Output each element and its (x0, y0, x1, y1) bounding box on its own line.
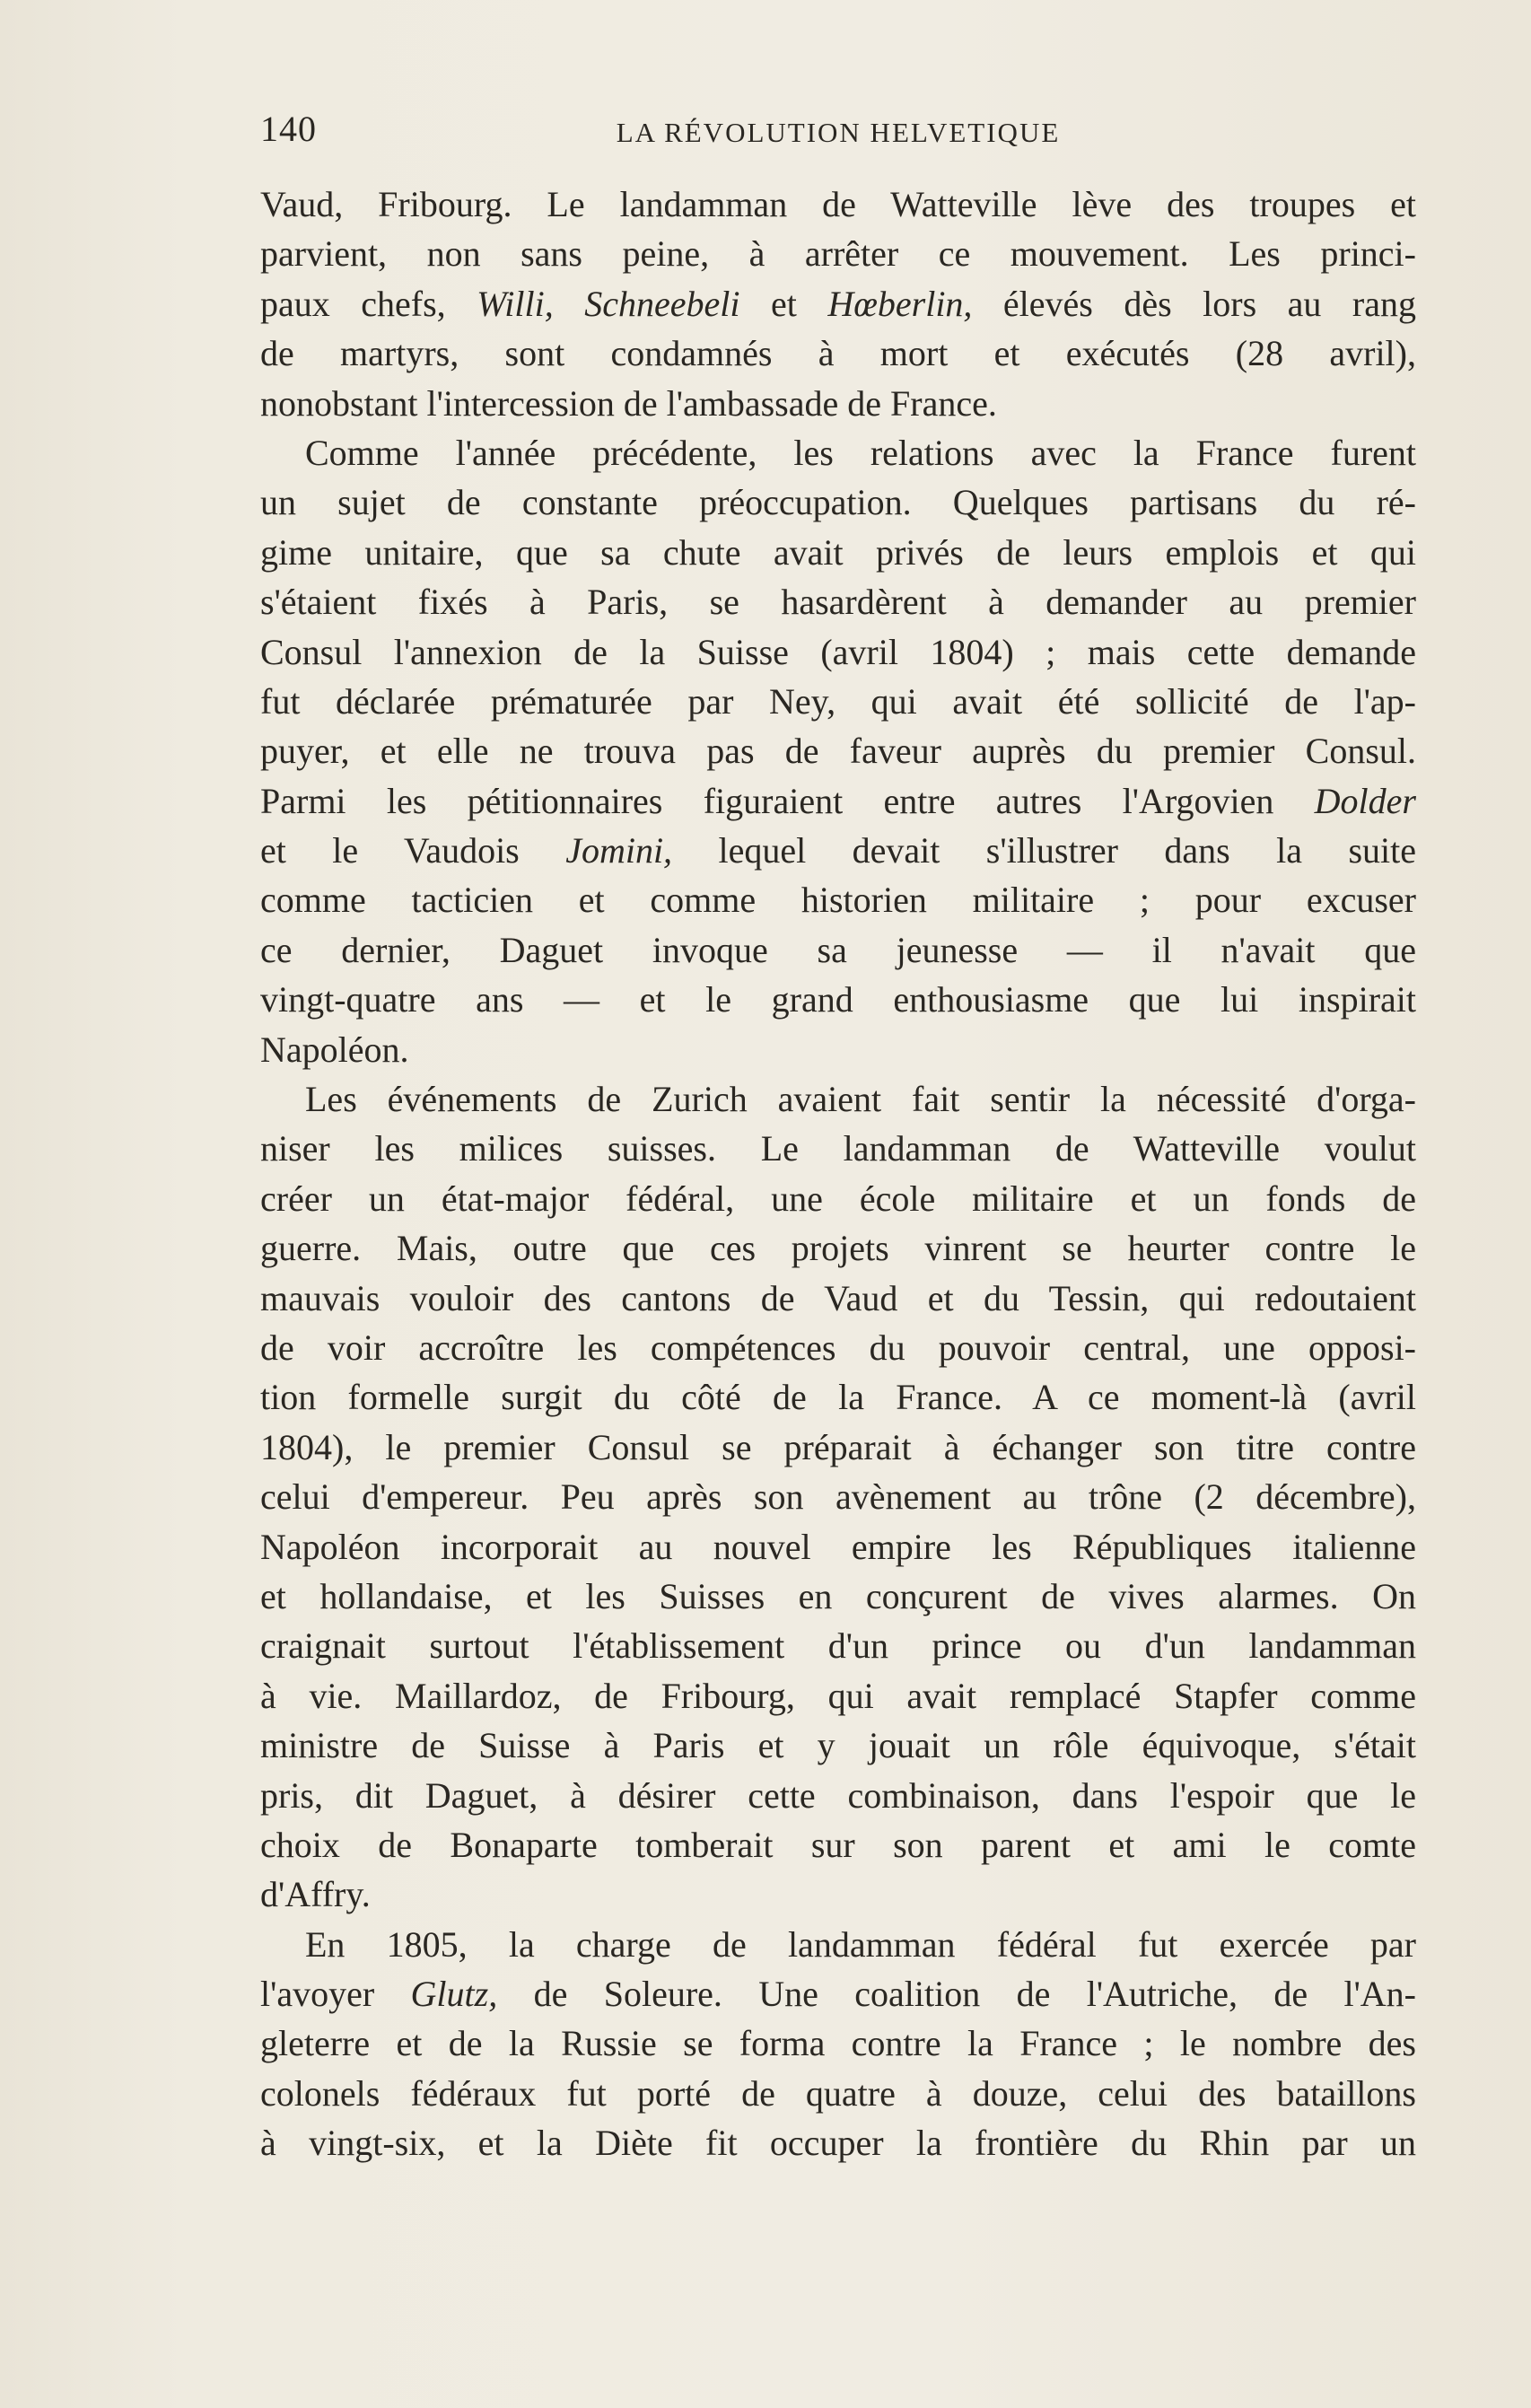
text-line (260, 1969, 1416, 2018)
text-line (260, 975, 1416, 1024)
text-segment: nonobstant l'intercession de l'ambassade de France. (260, 382, 997, 424)
text-line (260, 1869, 1416, 1919)
text-line (260, 1423, 1416, 1472)
text-segment: puyer, et elle ne trouva pas de faveur auprès du premier Consul. (260, 731, 1416, 772)
text-segment: paux chefs, (260, 283, 477, 324)
text-segment: et (739, 283, 828, 324)
text-line (260, 1920, 1416, 1969)
text-segment: de Soleure. Une coalition de l'Autriche, de l'An- (497, 1974, 1416, 2015)
text-segment: mauvais vouloir des cantons de Vaud et du Tessin, qui redoutaient (260, 1277, 1416, 1318)
text-segment: et le Vaudois (260, 830, 566, 871)
italic-name: Dolder (1314, 780, 1416, 821)
text-line (260, 279, 1416, 328)
text-segment: élevés dès lors au rang (972, 283, 1416, 324)
text-segment: ce dernier, Daguet invoque sa jeunesse — il n'avait que (260, 929, 1416, 970)
text-segment: celui d'empereur. Peu après son avènement au trône (2 décembre), (260, 1476, 1416, 1518)
text-segment: l'avoyer (260, 1974, 411, 2015)
text-line (260, 1274, 1416, 1323)
italic-name: Glutz, (410, 1974, 498, 2015)
running-title: LA RÉVOLUTION HELVETIQUE (616, 117, 1061, 148)
text-segment: à vingt-six, et la Diète fit occuper la frontière du Rhin par un (260, 2123, 1416, 2164)
text-line (260, 1771, 1416, 1820)
text-line (260, 677, 1416, 726)
text-segment: un sujet de constante préoccupation. Quelques partisans du ré- (260, 482, 1416, 523)
text-segment: comme tacticien et comme historien militaire ; pour excuser (260, 880, 1416, 921)
text-segment: tion formelle surgit du côté de la France. A ce moment-là (avril (260, 1377, 1416, 1418)
text-segment: niser les milices suisses. Le landamman de Watteville voulut (260, 1128, 1416, 1169)
text-line (260, 1621, 1416, 1670)
text-segment: lequel devait s'illustrer dans la suite (672, 830, 1416, 871)
text-line (260, 1372, 1416, 1422)
text-segment: Comme l'année précédente, les relations avec la France furent (305, 432, 1416, 473)
text-segment: parvient, non sans peine, à arrêter ce mouvement. Les princi- (260, 233, 1416, 275)
text-segment: s'étaient fixés à Paris, se hasardèrent à demander au premier (260, 582, 1416, 623)
text-segment: craignait surtout l'établissement d'un prince ou d'un landamman (260, 1625, 1416, 1667)
text-segment: choix de Bonaparte tomberait sur son parent et ami le comte (260, 1824, 1416, 1865)
text-line (260, 2069, 1416, 2118)
text-segment: Les événements de Zurich avaient fait sentir la nécessité d'orga- (305, 1079, 1416, 1120)
text-line (260, 1223, 1416, 1273)
text-segment: et hollandaise, et les Suisses en conçurent de vives alarmes. On (260, 1575, 1416, 1616)
body-text (260, 180, 1416, 2168)
text-line (260, 1124, 1416, 1173)
text-line (260, 477, 1416, 527)
page-number: 140 (260, 109, 317, 149)
text-line (260, 776, 1416, 826)
text-line (260, 229, 1416, 278)
text-line (260, 2118, 1416, 2167)
text-line (260, 1025, 1416, 1074)
text-line (260, 925, 1416, 975)
text-segment: créer un état-major fédéral, une école militaire et un fonds de (260, 1178, 1416, 1219)
text-line (260, 875, 1416, 924)
text-line (260, 328, 1416, 378)
text-line (260, 1721, 1416, 1770)
text-line (260, 528, 1416, 577)
text-segment: gleterre et de la Russie se forma contre la France ; le nombre des (260, 2023, 1416, 2064)
text-line (260, 1572, 1416, 1621)
page-header (260, 108, 1416, 153)
text-line (260, 180, 1416, 229)
italic-name: Jomini, (565, 830, 673, 871)
text-segment: Parmi les pétitionnaires figuraient entre autres l'Argovien (260, 780, 1315, 821)
text-line (260, 1671, 1416, 1721)
text-segment: pris, dit Daguet, à désirer cette combinaison, dans l'espoir que le (260, 1774, 1416, 1816)
text-line (260, 1074, 1416, 1124)
text-segment: fut déclarée prématurée par Ney, qui avait été sollicité de l'ap- (260, 680, 1416, 722)
text-line (260, 1323, 1416, 1372)
text-segment: à vie. Maillardoz, de Fribourg, qui avait remplacé Stapfer comme (260, 1675, 1416, 1716)
text-line (260, 1522, 1416, 1572)
text-line (260, 428, 1416, 477)
text-line (260, 2018, 1416, 2068)
text-segment: gime unitaire, que sa chute avait privés de leurs emplois et qui (260, 531, 1416, 573)
text-segment: ministre de Suisse à Paris et y jouait un rôle équivoque, s'était (260, 1725, 1416, 1766)
text-segment: vingt-quatre ans — et le grand enthousiasme que lui inspirait (260, 979, 1416, 1020)
text-line (260, 1472, 1416, 1521)
text-line (260, 826, 1416, 875)
text-segment: de voir accroître les compétences du pouvoir central, une opposi- (260, 1327, 1416, 1368)
text-line (260, 627, 1416, 677)
text-line (260, 1820, 1416, 1869)
text-segment: En 1805, la charge de landamman fédéral fut exercée par (305, 1923, 1416, 1965)
text-segment: Napoléon incorporait au nouvel empire les Républiques italienne (260, 1526, 1416, 1567)
text-segment: 1804), le premier Consul se préparait à échanger son titre contre (260, 1426, 1416, 1467)
text-segment: Vaud, Fribourg. Le landamman de Watteville lève des troupes et (260, 184, 1416, 224)
italic-name: Willi, Schneebeli (477, 283, 740, 324)
text-line (260, 726, 1416, 775)
text-segment: Napoléon. (260, 1029, 409, 1070)
text-segment: guerre. Mais, outre que ces projets vinrent se heurter contre le (260, 1228, 1416, 1269)
text-segment: Consul l'annexion de la Suisse (avril 1804) ; mais cette demande (260, 631, 1416, 672)
italic-name: Hœberlin, (827, 283, 973, 324)
text-line (260, 379, 1416, 428)
text-line (260, 1174, 1416, 1223)
text-segment: d'Affry. (260, 1874, 371, 1915)
text-segment: colonels fédéraux fut porté de quatre à douze, celui des bataillons (260, 2072, 1416, 2114)
text-line (260, 577, 1416, 626)
text-segment: de martyrs, sont condamnés à mort et exécutés (28 avril), (260, 333, 1416, 374)
